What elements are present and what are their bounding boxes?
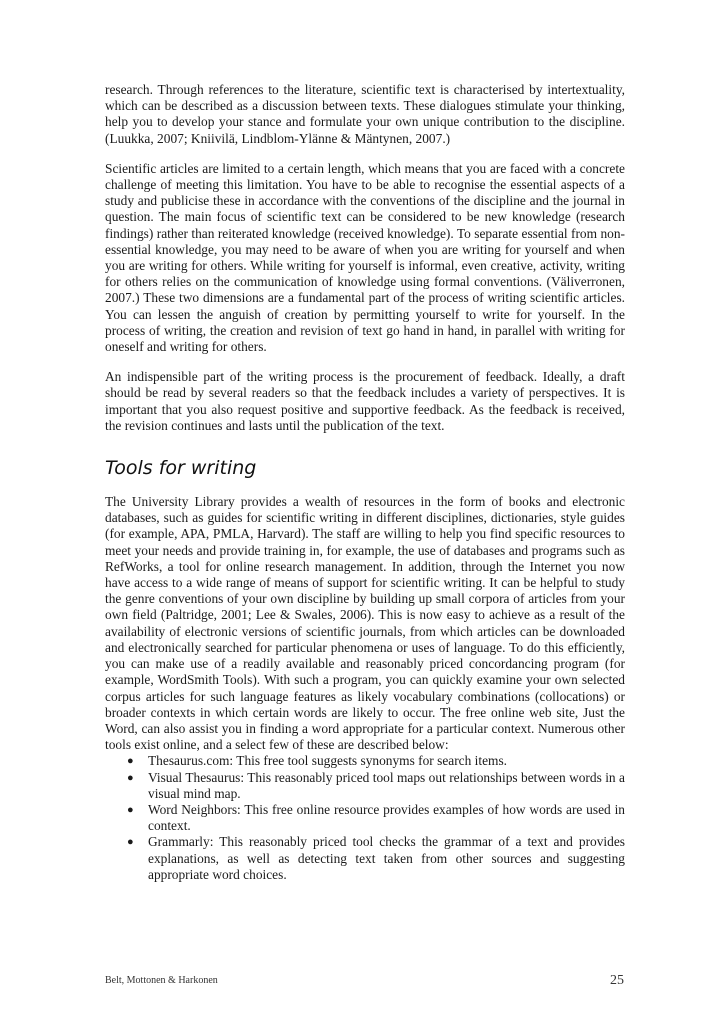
paragraph-feedback: An indispensible part of the writing process is the procurement of feedback. Ideally, a draft should be read by several readers so that the feedback includes a variety of perspectives. It is important that you also request positive and supportive feedback. As the feedback is received, the revision continues and lasts until the publication of the text. — [105, 369, 625, 433]
paragraph-intertextuality: research. Through references to the literature, scientific text is characterised by intertextuality, which can be described as a discussion between texts. These dialogues stimulate your thinking, help you to develop your stance and formulate your own unique contribution to the discipline. (Luukka, 2007; Kniivilä, Lindblom-Ylänne & Mäntynen, 2007.) — [105, 82, 625, 146]
bullet-icon: ● — [127, 771, 134, 784]
list-item — [127, 753, 625, 769]
list-item-text: Grammarly: This reasonably priced tool checks the grammar of a text and provides explanations, as well as detecting text taken from other sources and suggesting appropriate word choices. — [148, 834, 625, 882]
paragraph-tools: The University Library provides a wealth of resources in the form of books and electronic databases, such as guides for scientific writing in different disciplines, dictionaries, style guides (for example, APA, PMLA, Harvard). The staff are willing to help you find specific resources to meet your needs and provide training in, for example, the use of databases and programs such as RefWorks, a tool for online research management. In addition, through the Internet you now have access to a wide range of means of support for scientific writing. It can be helpful to study the genre conventions of your own discipline by building up small corpora of articles from your own field (Paltridge, 2001; Lee & Swales, 2006). This is now easy to achieve as a result of the availability of electronic versions of scientific journals, from which articles can be downloaded and electronically searched for particular phenomena or uses of language. To do this efficiently, you can make use of a readily available and reasonably priced concordancing program (for example, WordSmith Tools). With such a program, you can quickly examine your own selected corpus articles for such language features as likely vocabulary combinations (collocations) or broader contexts in which certain words are likely to occur. The free online web site, Just the Word, can also assist you in finding a word appropriate for a particular context. Numerous other tools exist online, and a select few of these are described below: — [105, 494, 625, 753]
paragraph-article-length: Scientific articles are limited to a certain length, which means that you are faced with a concrete challenge of meeting this limitation. You have to be able to recognise the essential aspects of a study and publicise these in accordance with the conventions of the discipline and the journal in question. The main focus of scientific text can be considered to be new knowledge (research findings) rather than reiterated knowledge (received knowledge). To separate essential from non-essential knowledge, you may need to be aware of when you are writing for yourself and when you are writing for others. While writing for yourself is informal, even creative, activity, writing for others relies on the communication of knowledge using formal conventions. (Väliverronen, 2007.) These two dimensions are a fundamental part of the process of writing scientific articles. You can lessen the anguish of creation by permitting yourself to write for yourself. In the process of writing, the creation and revision of text go hand in hand, in parallel with writing for oneself and writing for others. — [105, 160, 625, 355]
list-item — [127, 802, 625, 834]
list-item — [127, 834, 625, 883]
list-item-text: Word Neighbors: This free online resource provides examples of how words are used in context. — [148, 801, 625, 834]
tools-list — [105, 753, 625, 883]
section-heading-tools: Tools for writing — [105, 457, 257, 480]
footer-authors: Belt, Mottonen & Harkonen — [105, 975, 218, 986]
page-content — [105, 82, 625, 883]
bullet-icon: ● — [127, 755, 134, 768]
bullet-icon: ● — [127, 836, 134, 849]
list-item-text: Visual Thesaurus: This reasonably priced tool maps out relationships between words in a visual mind map. — [148, 769, 625, 801]
bullet-icon: ● — [127, 803, 134, 816]
list-item-text: Thesaurus.com: This free tool suggests synonyms for search items. — [148, 753, 508, 769]
page-number: 25 — [610, 973, 624, 988]
list-item — [127, 770, 625, 802]
